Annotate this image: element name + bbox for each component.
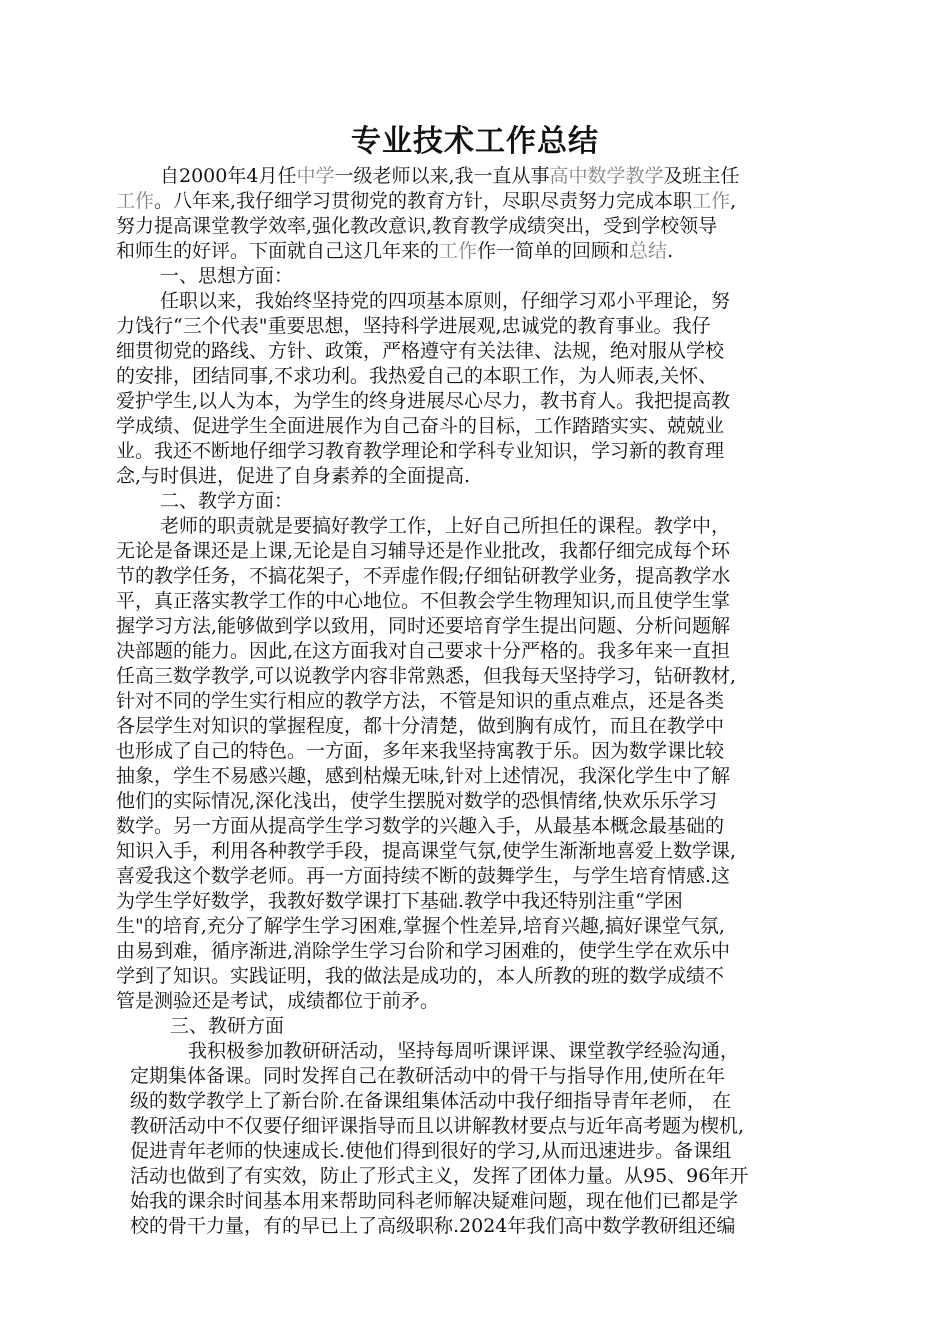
paragraph-line: 喜爱我这个数学老师。再一方面持续不断的鼓舞学生，与学生培育情感.这 xyxy=(116,865,731,887)
intro-line-2 xyxy=(116,189,736,214)
paragraph-line: 校的骨干力量，有的早已上了高级职称.2024年我们高中数学教研组还编 xyxy=(130,1215,736,1237)
paragraph-line: 生"的培育,充分了解学生学习困难,掌握个性差异,培育兴趣,搞好课堂气氛, xyxy=(116,915,725,937)
text-run: 。八年来,我仔细学习贯彻党的教育方针，尽职尽责努力完成本职 xyxy=(154,190,693,212)
paragraph-line: 力饯行“三个代表"重要思想，坚持科学进展观,忠诚党的教育事业。我仔 xyxy=(116,315,711,337)
paragraph-line: 决部题的能力。因此,在这方面我对自己要求十分严格的。我多年来一直担 xyxy=(116,640,731,662)
paragraph-line: 任职以来，我始终坚持党的四项基本原则，仔细学习邓小平理论，努 xyxy=(160,290,731,312)
paragraph-line: 活动也做到了有实效，防止了形式主义，发挥了团体力量。从95、96年开 xyxy=(130,1165,749,1187)
paragraph-line: 由易到难，循序渐进,消除学生学习台阶和学习困难的，使学生学在欢乐中 xyxy=(116,940,731,962)
paragraph-line: 节的教学任务，不搞花架子，不弄虚作假;仔细钻研教学业务，提高教学水 xyxy=(116,565,731,587)
link-text[interactable]: 中学 xyxy=(296,165,335,187)
paragraph-line: 抽象，学生不易感兴趣，感到枯燥无味,针对上述情况，我深化学生中了解 xyxy=(116,765,731,787)
paragraph-line: 老师的职责就是要搞好教学工作，上好自己所担任的课程。教学中， xyxy=(160,515,731,537)
paragraph-line: 针对不同的学生实行相应的教学方法，不管是知识的重点难点，还是各类 xyxy=(116,690,725,712)
link-text[interactable]: 高中数学教学 xyxy=(549,165,664,187)
intro-line-1 xyxy=(160,164,740,189)
text-run: 作一简单的回顾和 xyxy=(477,240,630,262)
paragraph-line: 级的数学教学上了新台阶.在备课组集体活动中我仔细指导青年老师， 在 xyxy=(130,1090,732,1112)
text-run: 和师生的好评。下面就自己这几年来的 xyxy=(116,240,440,262)
link-text[interactable]: 工作 xyxy=(692,190,731,212)
paragraph-line: 业。我还不断地仔细学习教育教学理论和学科专业知识，学习新的教育理 xyxy=(116,440,725,462)
paragraph-line: 教研活动中不仅要仔细评课指导而且以讲解教材要点与近年高考题为楔机, xyxy=(130,1115,745,1137)
paragraph-line: 管是测验还是考试，成绩都位于前矛。 xyxy=(116,990,440,1012)
link-text[interactable]: 工作 xyxy=(116,190,155,212)
text-run: , xyxy=(730,190,737,212)
paragraph-line: 学成绩、促进学生全面进展作为自己奋斗的目标，工作踏踏实实、兢兢业 xyxy=(116,415,725,437)
section-heading: 三、教研方面 xyxy=(170,1015,285,1037)
intro-line-4 xyxy=(116,239,673,264)
paragraph-line: 学到了知识。实践证明，我的做法是成功的，本人所教的班的数学成绩不 xyxy=(116,965,725,987)
text-run: 努力提高课堂教学效率,强化教改意识,教育教学成绩突出，受到学校领导 xyxy=(116,215,718,237)
paragraph-line: 的安排，团结同事,不求功利。我热爱自己的本职工作，为人师表,关怀、 xyxy=(116,365,718,387)
paragraph-line: 始我的课余时间基本用来帮助同科老师解决疑难问题，现在他们已都是学 xyxy=(130,1190,739,1212)
link-text[interactable]: 工作 xyxy=(439,240,478,262)
text-run: 及班主任 xyxy=(663,165,740,187)
paragraph-line: 握学习方法,能够做到学以致用，同时还要培育学生提出问题、分析问题解 xyxy=(116,615,731,637)
paragraph-line: 爱护学生,以人为本，为学生的终身进展尽心尽力，教书育人。我把提高教 xyxy=(116,390,731,412)
link-text[interactable]: 总结 xyxy=(629,240,668,262)
paragraph-line: 促进青年老师的快速成长.使他们得到很好的学习,从而迅速进步。备课组 xyxy=(130,1140,732,1162)
paragraph-line: 也形成了自己的特色。一方面，多年来我坚持寓教于乐。因为数学课比较 xyxy=(116,740,725,762)
paragraph-line: 为学生学好数学，我教好数学课打下基础.教学中我还特别注重“学困 xyxy=(116,890,683,912)
intro-line-3 xyxy=(116,214,717,239)
paragraph-line: 平，真正落实教学工作的中心地位。不但教会学生物理知识,而且使学生掌 xyxy=(116,590,731,612)
paragraph-line: 数学。另一方面从提高学生学习数学的兴趣入手，从最基本概念最基础的 xyxy=(116,815,725,837)
paragraph-line: 知识入手，利用各种教学手段，提高课堂气氛,使学生渐渐地喜爱上数学课, xyxy=(116,840,737,862)
text-run: . xyxy=(667,240,674,262)
text-run: 自2000年4月任 xyxy=(160,165,297,187)
paragraph-line: 念,与时俱进，促进了自身素养的全面提高. xyxy=(116,465,471,487)
paragraph-line: 各层学生对知识的掌握程度，都十分清楚，做到胸有成竹，而且在教学中 xyxy=(116,715,725,737)
document-title: 专业技术工作总结 xyxy=(351,124,599,159)
paragraph-line: 定期集体备课。同时发挥自己在教研活动中的骨干与指导作用,使所在年 xyxy=(130,1065,726,1087)
section-heading: 二、教学方面： xyxy=(160,490,294,512)
paragraph-line: 任高三数学教学,可以说教学内容非常熟悉，但我每天坚持学习，钻研教材, xyxy=(116,665,737,687)
paragraph-line: 细贯彻党的路线、方针、政策，严格遵守有关法律、法规，绝对服从学校 xyxy=(116,340,725,362)
paragraph-line: 我积极参加教研研活动，坚持每周听课评课、课堂教学经验沟通， xyxy=(188,1040,740,1062)
text-run: 一级老师以来,我一直从事 xyxy=(334,165,550,187)
paragraph-line: 他们的实际情况,深化浅出，使学生摆脱对数学的恐惧情绪,快欢乐乐学习 xyxy=(116,790,718,812)
paragraph-line: 无论是备课还是上课,无论是自习辅导还是作业批改，我都仔细完成每个环 xyxy=(116,540,731,562)
section-heading: 一、思想方面： xyxy=(160,265,294,287)
